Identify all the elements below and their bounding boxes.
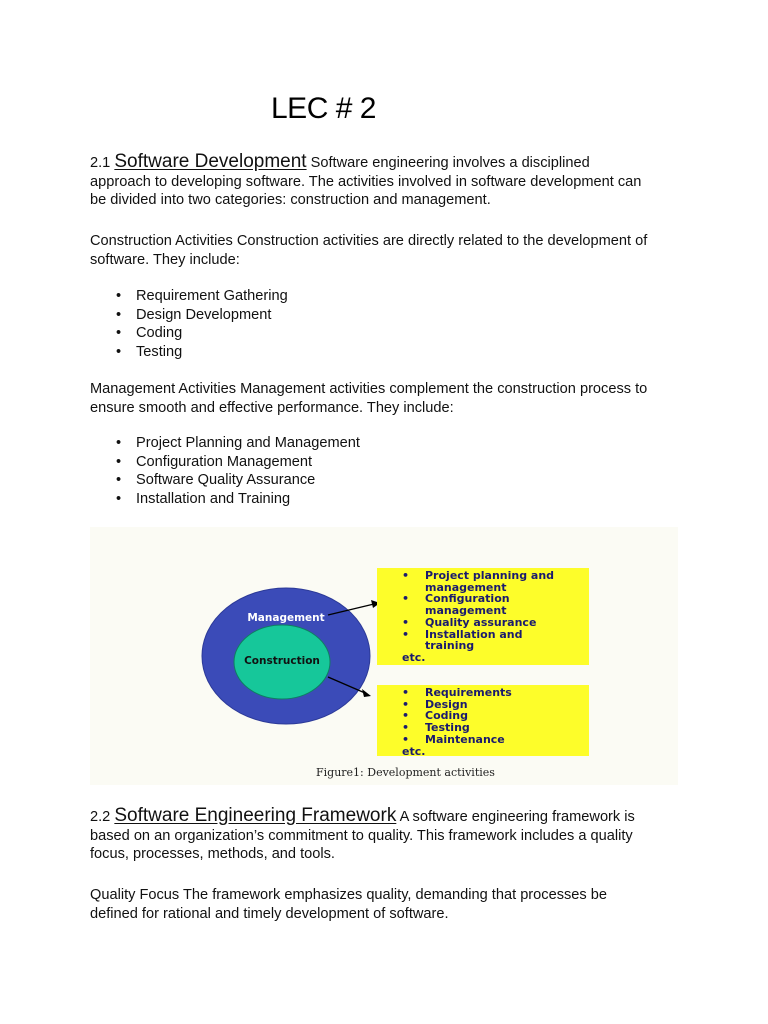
paragraph-text: approach to developing software. The activities involved in software development can xyxy=(90,173,642,190)
paragraph-text: defined for rational and timely development of software. xyxy=(90,905,449,922)
development-activities-figure xyxy=(90,527,678,785)
box-item: • Testing xyxy=(377,722,589,734)
list-item: • Configuration Management xyxy=(136,453,360,472)
list-item: • Project Planning and Management xyxy=(136,434,360,453)
box-item: • Configuration management xyxy=(377,593,589,616)
paragraph-text: software. They include: xyxy=(90,251,240,268)
paragraph-text: The framework emphasizes quality, demanding that processes be xyxy=(183,887,607,903)
list-item: • Design Development xyxy=(136,306,288,325)
paragraph-text: A software engineering framework is xyxy=(399,809,635,825)
section-heading: Software Engineering Framework xyxy=(114,805,397,826)
list-item: • Testing xyxy=(136,343,288,362)
management-activities-box xyxy=(377,568,589,665)
list-item: • Installation and Training xyxy=(136,490,360,509)
paragraph-text: Software engineering involves a disciplined xyxy=(310,155,590,171)
paragraph-text: focus, processes, methods, and tools. xyxy=(90,846,335,863)
construction-paragraph xyxy=(90,232,690,269)
box-item: • Quality assurance xyxy=(377,617,589,629)
box-item: • Maintenance xyxy=(377,734,589,746)
quality-focus-lead: Quality Focus xyxy=(90,887,180,903)
construction-list xyxy=(90,287,288,361)
paragraph-text: be divided into two categories: construction and management. xyxy=(90,192,491,209)
box-item: • Installation and training xyxy=(377,629,589,652)
section-number: 2.1 xyxy=(90,155,111,171)
quality-focus-paragraph xyxy=(90,886,690,923)
management-lead: Management Activities xyxy=(90,381,237,397)
paragraph-text: Management activities complement the construction process to xyxy=(240,381,648,397)
list-item: • Coding xyxy=(136,324,288,343)
paragraph-text: Construction activities are directly related to the development of xyxy=(236,233,648,249)
construction-activities-box xyxy=(377,685,589,756)
management-list xyxy=(90,434,360,508)
section-heading: Software Development xyxy=(114,151,307,172)
management-paragraph xyxy=(90,380,690,417)
list-item: • Software Quality Assurance xyxy=(136,471,360,490)
box-item: • Project planning and management xyxy=(377,570,589,593)
arrowhead-icon xyxy=(362,689,371,697)
section-number: 2.2 xyxy=(90,809,111,825)
construction-lead: Construction Activities xyxy=(90,233,233,249)
section-2-1-paragraph xyxy=(90,153,690,210)
management-label: Management xyxy=(247,612,325,624)
list-item: • Requirement Gathering xyxy=(136,287,288,306)
box-item: • Design xyxy=(377,699,589,711)
box-etc: etc. xyxy=(402,744,426,758)
box-item: • Coding xyxy=(377,710,589,722)
construction-label: Construction xyxy=(244,655,320,667)
paragraph-text: ensure smooth and effective performance. They include: xyxy=(90,399,454,416)
paragraph-text: based on an organization’s commitment to quality. This framework includes a quality xyxy=(90,827,633,844)
page-title: LEC # 2 xyxy=(271,92,376,125)
box-etc: etc. xyxy=(402,650,426,664)
figure-caption: Figure1: Development activities xyxy=(316,766,495,779)
section-2-2-paragraph xyxy=(90,807,690,864)
box-item: • Requirements xyxy=(377,687,589,699)
